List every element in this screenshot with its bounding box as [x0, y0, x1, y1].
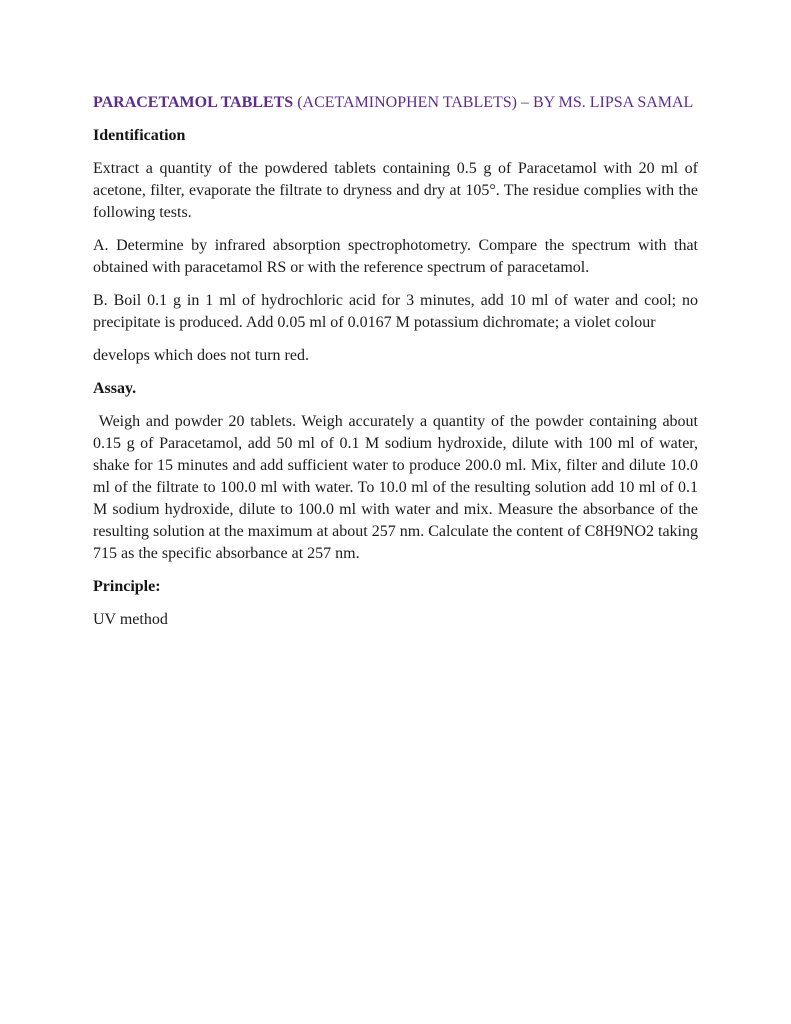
identification-test-b-paragraph: B. Boil 0.1 g in 1 ml of hydrochloric acid for 3 minutes, add 10 ml of water and cool; no precipitate is produced. Add 0.05 ml of 0.0167 M potassium dichromate; a violet colour: [93, 292, 698, 331]
principle-body: UV method: [93, 611, 168, 628]
document-title-subtitle: (ACETAMINOPHEN TABLETS) – BY MS. LIPSA SAMAL: [293, 94, 694, 111]
document-title: [93, 92, 698, 114]
identification-test-b-continuation: develops which does not turn red.: [93, 347, 309, 364]
assay-heading: Assay.: [93, 380, 137, 397]
document-title-main: PARACETAMOL TABLETS: [93, 94, 294, 111]
assay-paragraph: Weigh and powder 20 tablets. Weigh accurately a quantity of the powder containing about 0.15 g of Paracetamol, add 50 ml of 0.1 M sodium hydroxide, dilute with 100 ml of water, shake for 15 minutes and add sufficient water to produce 200.0 ml. Mix, filter and dilute 10.0 ml of the filtrate to 100.0 ml with water. To 10.0 ml of the resulting solution add 10 ml of 0.1 M sodium hydroxide, dilute to 100.0 ml with water and mix. Measure the absorbance of the resulting solution at the maximum at about 257 nm. Calculate the content of C8H9NO2 taking 715 as the specific absorbance at 257 nm.: [93, 413, 702, 562]
identification-heading: Identification: [93, 127, 186, 144]
principle-heading: Principle:: [93, 578, 161, 595]
identification-test-a-paragraph: A. Determine by infrared absorption spectrophotometry. Compare the spectrum with that obtained with paracetamol RS or with the reference spectrum of paracetamol.: [93, 237, 698, 276]
identification-intro-paragraph: Extract a quantity of the powdered tablets containing 0.5 g of Paracetamol with 20 ml of acetone, filter, evaporate the filtrate to dryness and dry at 105°. The residue complies with the following tests.: [93, 160, 698, 221]
